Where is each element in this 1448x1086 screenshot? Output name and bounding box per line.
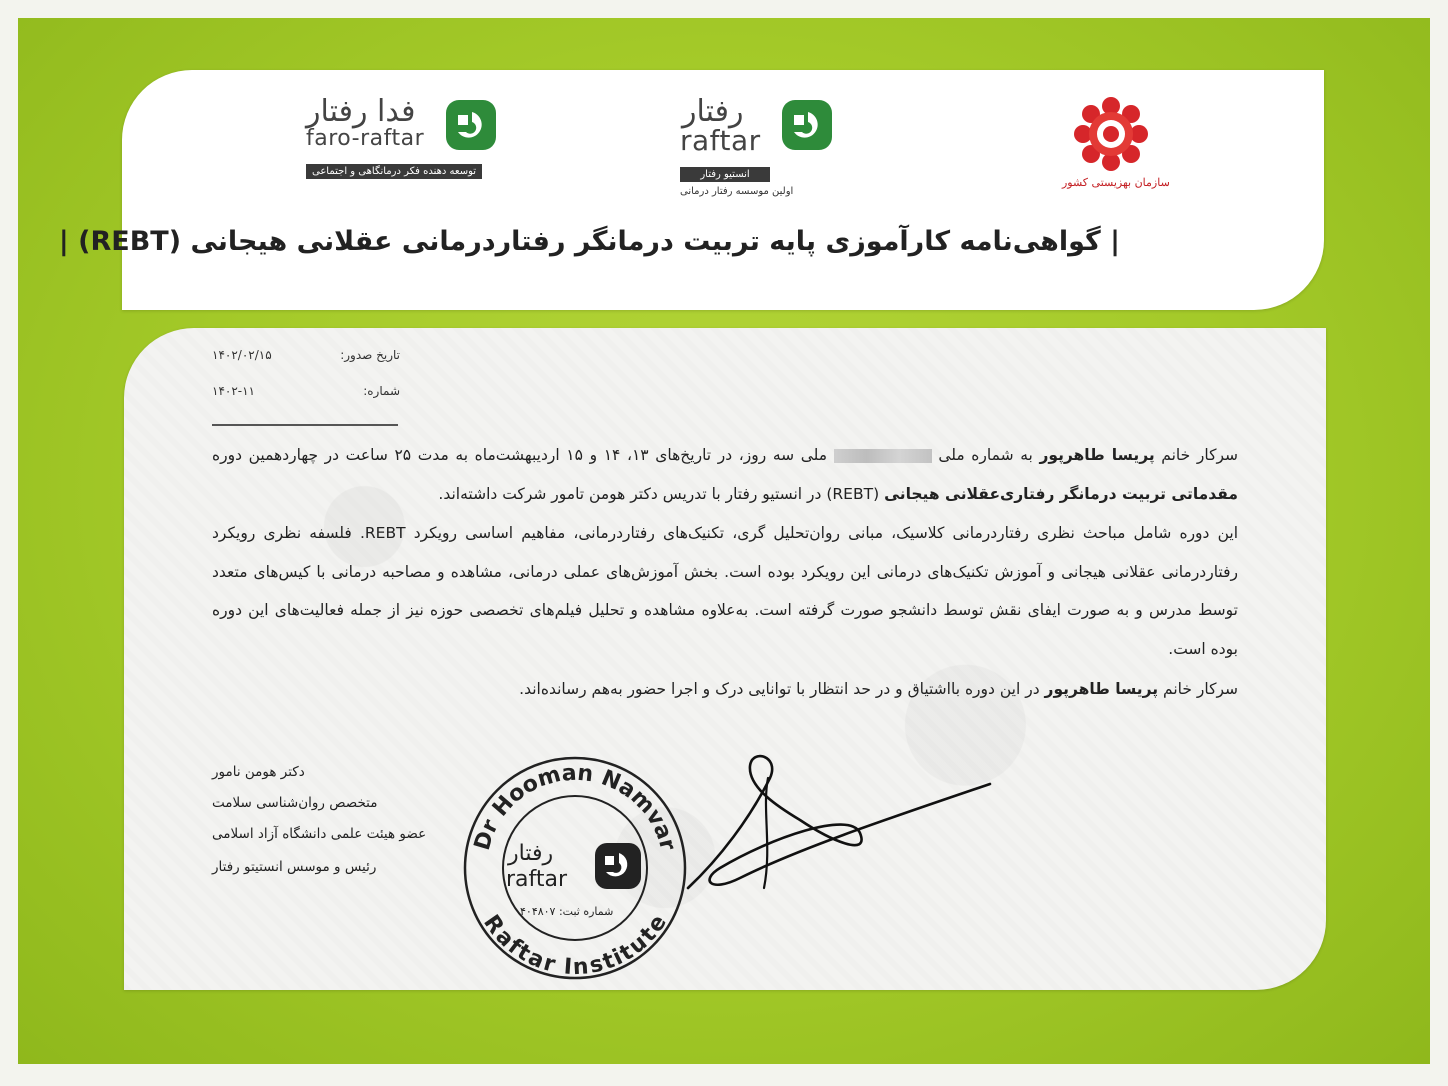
course-name: مقدماتی تربیت درمانگر رفتاری‌عقلانی هیجانی: [884, 484, 1238, 503]
stamp-top-text: Dr Hooman Namvar: [469, 760, 681, 854]
issue-date-label: تاریخ صدور:: [340, 348, 400, 362]
p1-text-d: (REBT) در انستیو رفتار با تدریس دکتر هومن تامور شرکت داشته‌اند.: [438, 484, 885, 503]
svg-text:Raftar Institute: [478, 911, 672, 981]
logo-faro-raftar-band: توسعه‌ دهنده فکر درمانگاهی و اجتماعی: [306, 164, 482, 179]
certificate-title: | گواهی‌نامه کارآموزی پایه تربیت درمانگر رفتاردرمانی عقلانی هیجانی (REBT) |: [58, 226, 1120, 257]
student-name: پریسا طاهرپور: [1039, 446, 1155, 464]
logo-raftar-en: raftar: [680, 124, 761, 157]
logo-raftar: [680, 94, 836, 204]
logo-raftar-band: انستیو رفتار: [680, 167, 770, 182]
logo-faro-raftar-fa: فدا رفتار: [306, 94, 416, 129]
signature-scribble: [680, 748, 1000, 898]
stamp-ring-icon: [462, 755, 688, 981]
p1-text-a: سرکار خانم: [1154, 446, 1238, 464]
national-id-redacted: [834, 449, 932, 463]
meta-divider: [212, 424, 398, 426]
issue-date-value: ۱۴۰۲/۰۲/۱۵: [212, 348, 272, 362]
number-value: ۱۴۰۲-۱۱: [212, 384, 256, 398]
logo-faro-raftar: [306, 94, 498, 186]
number-label: شماره:: [363, 384, 400, 398]
stamp-reg-number: شماره ثبت: ۴۰۴۸۰۷: [520, 905, 614, 918]
logo-behzisti: [1062, 94, 1170, 198]
raftar-mark-icon: [780, 98, 834, 152]
signer-title-2: عضو هیئت علمی دانشگاه آزاد اسلامی: [212, 826, 427, 842]
stamp-raftar-mark-icon: [595, 843, 641, 889]
signer-name: دکتر هومن نامور: [212, 764, 305, 780]
signer-title-1: متخصص روان‌شناسی سلامت: [212, 795, 378, 811]
behzisti-caption: سازمان بهزیستی کشور: [1062, 176, 1170, 189]
p1-text-c: ملی سه روز، در تاریخ‌های ۱۳، ۱۴ و ۱۵ اردیبهشت‌ماه به مدت ۲۵ ساعت در چهاردهمین دوره: [212, 446, 834, 464]
stamp-logo-en: raftar: [506, 867, 568, 892]
p3-text-b: در این دوره بااشتیاق و در حد انتظار با توانایی درک و اجرا حضور به‌هم رسانده‌اند.: [519, 680, 1045, 698]
logo-raftar-sub: اولین موسسه رفتار درمانی: [680, 186, 794, 197]
p1-text-b: به شماره ملی: [931, 446, 1040, 464]
raftar-mark-icon: [444, 98, 498, 152]
logo-faro-raftar-en: faro-raftar: [306, 126, 425, 151]
body-paragraph-1: [212, 436, 1238, 513]
body-paragraph-3: [212, 670, 1238, 709]
institute-stamp: [462, 755, 688, 981]
stamp-bottom-text: Raftar Institute: [478, 910, 673, 981]
body-paragraph-2: این دوره شامل مباحث نظری رفتاردرمانی کلاسیک، مبانی روان‌تحلیل گری، تکنیک‌های رفتاردرمانی، مفاهیم اساسی رویکرد REBT. فلسفه نظری رویکرد رفتاردرمانی عقلانی هیجانی و آموزش تکنیک‌های درمانی این رویکرد بوده است. بخش آموزش‌های عملی درمانی، مشاهده و مصاحبه درمانی با کیس‌های متعدد توسط مدرس و به صورت ایفای نقش توسط دانشجو صورت گرفته است. به‌علاوه مشاهده و تحلیل فیلم‌های تخصصی حوزه نیز از جمله فعالیت‌های این دوره بوده است.: [212, 524, 1238, 658]
sunflower-emblem-icon: [1071, 94, 1151, 174]
stamp-logo-fa: رفتار: [508, 841, 554, 866]
logo-raftar-fa: رفتار: [682, 94, 744, 129]
student-name-2: پریسا طاهرپور: [1044, 680, 1159, 698]
p3-text-a: سرکار خانم: [1158, 680, 1238, 698]
signer-title-3: رئیس و موسس انستیتو رفتار: [212, 859, 377, 875]
svg-text:Dr Hooman Namvar: [470, 761, 680, 853]
